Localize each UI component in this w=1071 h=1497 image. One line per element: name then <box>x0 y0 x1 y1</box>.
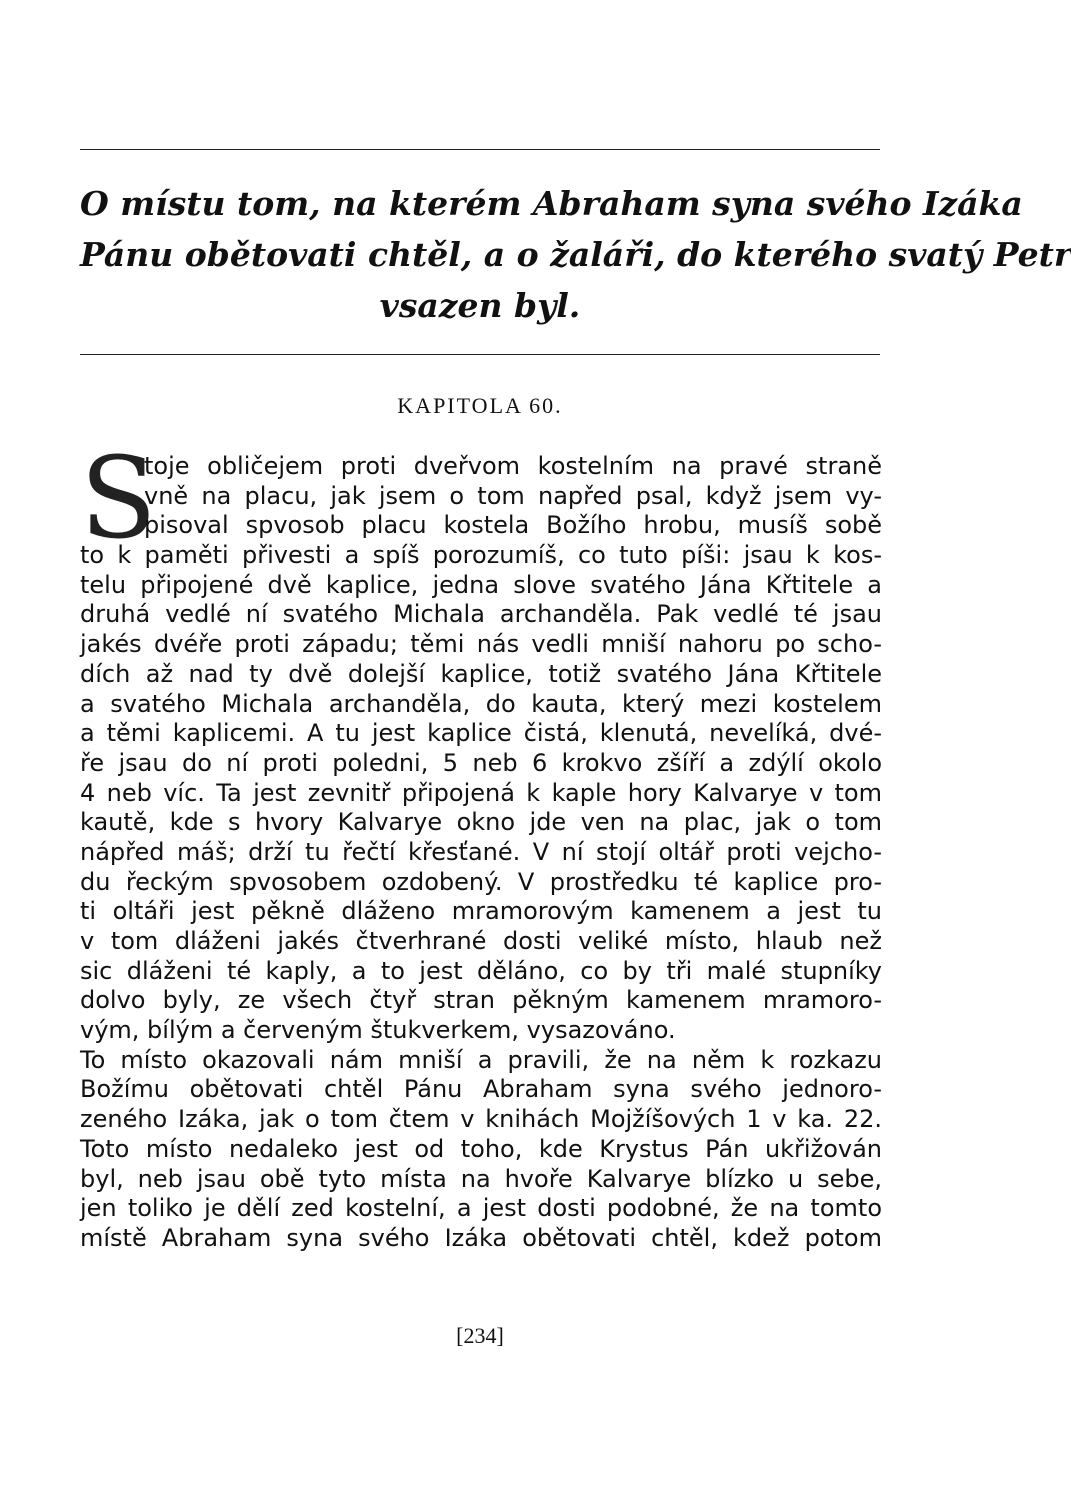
text-line: sic dláženi té kaply, a to jest děláno, co by tři malé stupníky <box>80 956 882 985</box>
text-line: byl, neb jsau obě tyto místa na hvoře Kalvarye blízko u sebe, <box>80 1164 882 1193</box>
text-line: místě Abraham syna svého Izáka obětovati chtěl, kdež potom <box>80 1223 882 1252</box>
text-line: druhá vedlé ní svatého Michala archanděla. Pak vedlé té jsau <box>80 600 882 629</box>
title-line: Pánu obětovati chtěl, a o žaláři, do kterého svatý Petr <box>80 235 1071 274</box>
page-number: [234] <box>456 1323 504 1348</box>
text-line: nápřed máš; drží tu řečtí křesťané. V ní stojí oltář proti vejcho- <box>80 837 882 866</box>
chapter-heading: KAPITOLA 60. <box>397 393 563 418</box>
text-line: a těmi kaplicemi. A tu jest kaplice čistá, klenutá, nevelíká, dvé- <box>80 719 882 748</box>
title-line: O místu tom, na kterém Abraham syna svého Izáka <box>80 184 1023 223</box>
text-line: a svatého Michala archanděla, do kauta, který mezi kostelem <box>80 689 882 718</box>
text-line: telu připojené dvě kaplice, jedna slove svatého Jána Křtitele a <box>80 570 882 599</box>
text-line: pisoval spvosob placu kostela Božího hrobu, musíš sobě <box>144 511 882 540</box>
text-line: jakés dvéře proti západu; těmi nás vedli mniší nahoru po scho- <box>80 630 882 659</box>
title-line: vsazen byl. <box>379 286 581 325</box>
text-line: vým, bílým a červeným štukverkem, vysazováno. <box>80 1016 676 1045</box>
text-line: ti oltáři jest pěkně dláženo mramorovým kamenem a jest tu <box>80 897 882 926</box>
text-line: zeného Izáka, jak o tom čtem v knihách Mojžíšových 1 v ka. 22. <box>80 1105 882 1134</box>
text-line: Toto místo nedaleko jest od toho, kde Krystus Pán ukřižován <box>80 1134 882 1163</box>
text-line: Božímu obětovati chtěl Pánu Abraham syna svého jednoro- <box>80 1075 882 1104</box>
text-line: v tom dláženi jakés čtverhrané dosti veliké místo, hlaub než <box>80 927 882 955</box>
text-line: dích až nad ty dvě dolejší kaplice, totiž svatého Jána Křtitele <box>80 659 882 688</box>
text-line: kautě, kde s hvory Kalvarye okno jde ven na plac, jak o tom <box>80 808 882 837</box>
top-rule <box>80 149 880 150</box>
body-text <box>80 434 882 1254</box>
text-line: vně na placu, jak jsem o tom napřed psal, když jsem vy- <box>144 481 882 510</box>
chapter-title <box>80 178 1071 331</box>
text-line: du řeckým spvosobem ozdobený. V prostředku té kaplice pro- <box>80 867 882 896</box>
text-line: to k paměti přivesti a spíš porozumíš, co tuto píši: jsau k kos- <box>80 541 882 570</box>
text-line: ře jsau do ní proti poledni, 5 neb 6 krokvo zšíří a zdýlí okolo <box>80 748 882 777</box>
drop-cap: S <box>80 434 157 564</box>
text-line: toje obličejem proti dveřvom kostelním na pravé straně <box>144 452 882 480</box>
title-bottom-rule <box>80 354 880 355</box>
text-line: To místo okazovali nám mniší a pravili, že na něm k rozkazu <box>80 1045 882 1074</box>
text-line: 4 neb víc. Ta jest zevnitř připojená k kaple hory Kalvarye v tom <box>80 778 882 807</box>
text-line: dolvo byly, ze všech čtyř stran pěkným kamenem mramoro- <box>80 986 882 1015</box>
text-line: jen toliko je dělí zed kostelní, a jest dosti podobné, že na tomto <box>80 1194 882 1223</box>
